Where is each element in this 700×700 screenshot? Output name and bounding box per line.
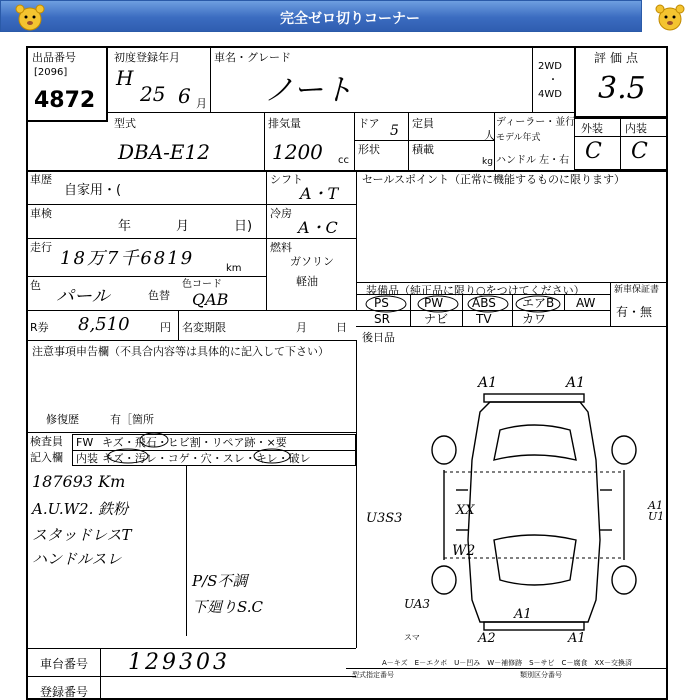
color-code-label: 色コード <box>182 279 222 290</box>
equip-pw: PW <box>424 296 444 310</box>
recycle-label: R券 <box>30 321 49 334</box>
mark-u3s3: U3S3 <box>366 511 403 526</box>
score-box <box>574 46 668 118</box>
lot-number: 4872 <box>34 88 96 113</box>
interior-label: 内装 <box>625 122 647 135</box>
mark-sumama: スマ <box>404 633 420 642</box>
header-banner <box>0 0 642 32</box>
equip-aw: AW <box>576 296 596 310</box>
mark-a1-front-right: A1 <box>566 375 586 391</box>
handwritten-notes-2: スタッドレスT <box>32 526 132 544</box>
mileage-label: 走行 <box>30 241 52 254</box>
type-spec-label: 型式指定番号 <box>352 671 394 679</box>
fuel-diesel: 軽油 <box>296 275 318 288</box>
mark-a1-front-left: A1 <box>478 375 498 391</box>
first-reg-era: H <box>116 66 134 90</box>
color-value: パール <box>56 286 110 307</box>
use-value: 自家用・( <box>64 183 122 198</box>
drive-dot: ・ <box>548 75 558 86</box>
repair-history-label: 修復歴 <box>46 413 79 426</box>
chassis-label: 車台番号 <box>40 657 89 671</box>
inspector-label: 検査員 <box>30 435 63 448</box>
first-reg-label: 初度登録年月 <box>114 51 180 64</box>
ext-int-grade-box <box>574 118 668 170</box>
bear-mascot-icon <box>650 2 690 32</box>
repair-history-value: 有［箇所 <box>110 413 154 426</box>
person-unit: 人 <box>484 129 495 142</box>
handle-label: ハンドル 左・右 <box>496 155 570 166</box>
handwritten-notes-5: 下廻りS.C <box>192 598 263 616</box>
month-unit: 月 <box>196 97 207 110</box>
warranty-label: 新車保証書 <box>614 285 660 295</box>
equip-navi: ナビ <box>424 312 449 326</box>
deadline-label: 名変期限 <box>182 321 226 334</box>
shift-label: シフト <box>270 173 303 186</box>
sales-point-label: セールスポイント（正常に機能するものに限ります） <box>362 173 626 186</box>
interior-grade: C <box>631 139 648 164</box>
drive-4wd: 4WD <box>538 89 562 100</box>
car-name: ノート <box>264 73 354 108</box>
color-code: QAB <box>192 290 229 309</box>
equipment-circle-marks <box>356 292 610 328</box>
mark-w2: W2 <box>452 543 476 559</box>
equip-abs: ABS <box>472 296 496 310</box>
use-label: 車歴 <box>30 173 52 186</box>
first-reg-year: 25 <box>140 82 166 106</box>
handwritten-mileage: 187693 Km <box>32 472 126 491</box>
capacity-label: 定員 <box>412 117 434 130</box>
damage-legend: A－キズ E－エクボ U－凹み W－補修跡 S－サビ C－腐食 XX－交換済 <box>382 659 633 667</box>
recycle-value: 8,510 <box>78 314 130 335</box>
load-label: 積載 <box>412 143 434 156</box>
mark-a1-bottom: A1 <box>568 631 586 646</box>
exterior-grade: C <box>585 139 602 164</box>
exterior-label: 外装 <box>581 122 603 135</box>
inspection-month-unit: 月 <box>176 219 190 234</box>
ac-value: A・C <box>298 218 338 237</box>
score-value: 3.5 <box>598 71 646 106</box>
banner-title: 完全ゼロ切りコーナー <box>280 11 420 27</box>
lot-number-box <box>26 46 108 122</box>
doors-value: 5 <box>390 123 399 139</box>
registration-label: 登録番号 <box>40 685 89 699</box>
doors-label: ドア <box>358 117 380 130</box>
handwritten-notes-1: A.U.W2. 鉄粉 <box>32 500 129 518</box>
mileage-value: 18万7千6819 <box>60 248 195 269</box>
km-unit: km <box>226 263 242 274</box>
model-code: DBA-E12 <box>118 140 210 164</box>
model-label: 型式 <box>114 117 136 130</box>
entry-label: 記入欄 <box>30 451 63 464</box>
inspector-circle-marks <box>100 432 356 468</box>
mark-a2: A2 <box>478 631 496 646</box>
displacement-value: 1200 <box>272 140 323 164</box>
equip-leather: カワ <box>522 312 547 326</box>
lot-number-label: 出品番号 <box>32 51 76 64</box>
inspection-label: 車検 <box>30 207 52 220</box>
color-change-label: 色替 <box>148 289 170 302</box>
notes-label: 注意事項申告欄（不具合内容等は具体的に記入して下さい） <box>32 345 329 358</box>
mark-a1u1: A1 U1 <box>648 499 665 523</box>
fw-label: FW <box>76 436 94 449</box>
rear-seat-label: 後日品 <box>362 331 395 344</box>
handwritten-notes-3: ハンドルスレ <box>32 550 122 568</box>
shape-label: 形状 <box>358 143 380 156</box>
kg-unit: kg <box>482 157 493 167</box>
ac-label: 冷房 <box>270 207 292 220</box>
mark-a1-rear: A1 <box>514 607 532 622</box>
interior-check-label: 内装 <box>76 452 98 465</box>
cc-unit: cc <box>338 155 349 166</box>
inspection-day-unit: 日) <box>234 219 253 234</box>
deadline-day: 日 <box>336 321 347 334</box>
first-reg-month: 6 <box>178 84 191 108</box>
mark-xx: XX <box>456 503 475 518</box>
score-label: 評価点 <box>594 51 643 65</box>
inspection-year-unit: 年 <box>118 219 132 234</box>
drive-2wd: 2WD <box>538 61 562 72</box>
equip-sr: SR <box>374 312 390 326</box>
fuel-gasoline: ガソリン <box>290 255 334 268</box>
shift-value: A・T <box>300 184 339 203</box>
chassis-number: 129303 <box>128 650 230 675</box>
lot-sub-number: [2096] <box>34 67 68 78</box>
car-name-label: 車名・グレード <box>214 51 291 64</box>
dealer-label: ディーラー・並行 <box>496 117 576 128</box>
mark-ua3: UA3 <box>404 597 431 611</box>
color-label: 色 <box>30 279 41 292</box>
equip-airbag: エアB <box>522 296 555 310</box>
handwritten-notes-4: P/S不調 <box>192 572 248 590</box>
equipment-label: 装備品（純正品に限り○をつけてください） <box>366 284 585 297</box>
displacement-label: 排気量 <box>268 117 301 130</box>
interior-check-items: キズ・汚レ・コゲ・穴・スレ・キレ・破レ <box>102 452 311 465</box>
fuel-label: 燃料 <box>270 241 292 254</box>
deadline-month: 月 <box>296 321 307 334</box>
equip-tv: TV <box>476 312 492 326</box>
class-code-label: 類別区分番号 <box>520 671 562 679</box>
equip-ps: PS <box>374 296 389 310</box>
fw-items: キズ・飛石・ヒビ割・リペア跡・×要 <box>102 436 287 449</box>
warranty-value: 有・無 <box>616 305 653 319</box>
yen-unit: 円 <box>160 321 171 334</box>
car-condition-diagram <box>400 390 660 640</box>
model-year-label: モデル年式 <box>496 133 541 143</box>
